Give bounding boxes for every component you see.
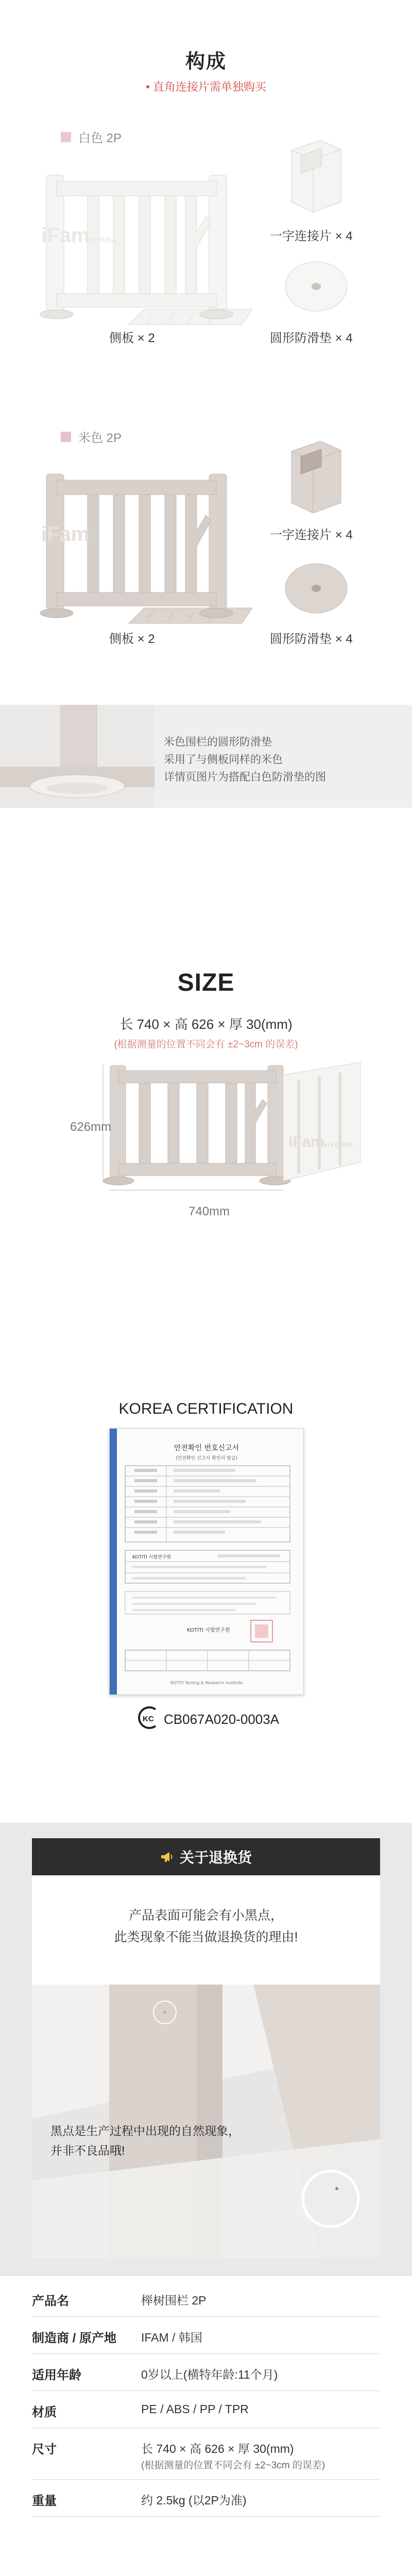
size-title: SIZE (177, 969, 235, 996)
composition-title: 构成 (185, 51, 227, 73)
white-panel-caption: 侧板 × 2 (109, 331, 155, 345)
kc-mark-icon (138, 1705, 160, 1730)
spec-row (32, 2479, 380, 2517)
beige-pad-image (280, 555, 352, 617)
pad-closeup-image (0, 705, 154, 808)
certificate-scan (110, 1429, 303, 1694)
certificate-org-sign: KOTITI 시험연구원 (187, 1628, 230, 1633)
white-panel-logo-small: in KOREA (85, 236, 116, 244)
size-logo-small: in KOREA (324, 1141, 353, 1148)
megaphone-icon (160, 1851, 174, 1862)
size-tolerance-note: (根据测量的位置不同会有 ±2~3cm 的误差) (114, 1039, 298, 1050)
pad-color-note (0, 705, 412, 808)
returns-header-text: 关于退换货 (179, 1850, 252, 1866)
certificate-subheading: (안전확인 신고서 확인서 발급) (176, 1456, 237, 1461)
white-pad-caption: 圆形防滑垫 × 4 (270, 331, 353, 345)
spec-row (32, 2316, 380, 2354)
spec-key: 适用年龄 (32, 2368, 81, 2382)
size-fence-diagram (67, 1059, 366, 1198)
size-logo: iFam (288, 1133, 325, 1150)
height-label: 626mm (70, 1120, 112, 1134)
returns-line: 此类现象不能当做退换货的理由! (114, 1930, 298, 1944)
spec-key: 材质 (32, 2405, 57, 2419)
white-panel-logo: iFam (41, 224, 90, 247)
spec-row (32, 2279, 380, 2317)
spec-key: 制造商 / 原产地 (32, 2331, 117, 2345)
note-line: 详情页图片为搭配白色防滑垫的图 (164, 771, 326, 783)
white-group-label-text: 白色 2P (78, 131, 122, 145)
beige-pad-caption: 圆形防滑垫 × 4 (270, 632, 353, 646)
spec-value: 约 2.5kg (以2P为准) (141, 2494, 247, 2507)
spec-value: 榉树围栏 2P (141, 2294, 207, 2307)
beige-fence-panel-image (36, 469, 258, 629)
note-line: 米色围栏的圆形防滑垫 (164, 736, 272, 748)
note-line: 采用了与侧板同样的米色 (164, 754, 283, 766)
beige-group-label-text: 米色 2P (78, 431, 122, 445)
spec-value: PE / ABS / PP / TPR (141, 2402, 249, 2416)
kc-mark-text: KC (143, 1715, 154, 1723)
beige-connector-caption: 一字连接片 × 4 (270, 528, 353, 542)
returns-photo-caption: 黑点是生产过程中出现的自然现象， (50, 2124, 240, 2138)
white-pad-image (280, 253, 352, 315)
spec-value: IFAM / 韩国 (141, 2331, 202, 2344)
returns-line: 产品表面可能会有小黑点， (128, 1908, 283, 1923)
certificate-heading: 안전확인 번호신고서 (174, 1444, 239, 1452)
certificate-footer: KOTITI Testing & Research Institute (170, 1681, 243, 1685)
size-dimensions: 长 740 × 高 626 × 厚 30(mm) (119, 1016, 293, 1032)
spec-row (32, 2353, 380, 2391)
beige-panel-caption: 侧板 × 2 (109, 632, 155, 646)
white-connector-image (280, 135, 349, 217)
certification-number: CB067A020-0003A (164, 1711, 280, 1727)
certificate-document-image (109, 1428, 304, 1695)
spec-row (32, 2428, 380, 2480)
beige-group-label (61, 428, 122, 446)
certification-title: KOREA CERTIFICATION (118, 1400, 294, 1417)
width-label: 740mm (188, 1205, 230, 1218)
white-fence-panel-image (36, 170, 258, 330)
spec-key: 尺寸 (32, 2443, 57, 2456)
spec-row (32, 2391, 380, 2428)
white-group-label (61, 128, 122, 146)
spec-value: 0岁以上(横特年龄:11个月) (141, 2368, 278, 2381)
returns-header (32, 1838, 380, 1875)
white-color-swatch (61, 132, 71, 142)
spec-value-note: (根据测量的位置不同会有 ±2~3cm 的误差) (141, 2460, 325, 2471)
white-connector-caption: 一字连接片 × 4 (270, 229, 353, 243)
spec-value: 长 740 × 高 626 × 厚 30(mm) (141, 2442, 294, 2455)
beige-panel-logo: iFam (41, 523, 90, 546)
note-text (164, 734, 326, 786)
composition-section (0, 0, 412, 685)
certificate-org: KOTITI 시험연구원 (132, 1555, 171, 1560)
beige-color-swatch (61, 432, 71, 442)
composition-subtitle: • 直角连接片需单独购买 (146, 80, 266, 93)
returns-photo-caption: 并非不良品哦! (50, 2144, 125, 2157)
spec-key: 产品名 (32, 2294, 69, 2308)
beige-connector-image (280, 436, 349, 518)
spec-key: 重量 (32, 2494, 57, 2508)
